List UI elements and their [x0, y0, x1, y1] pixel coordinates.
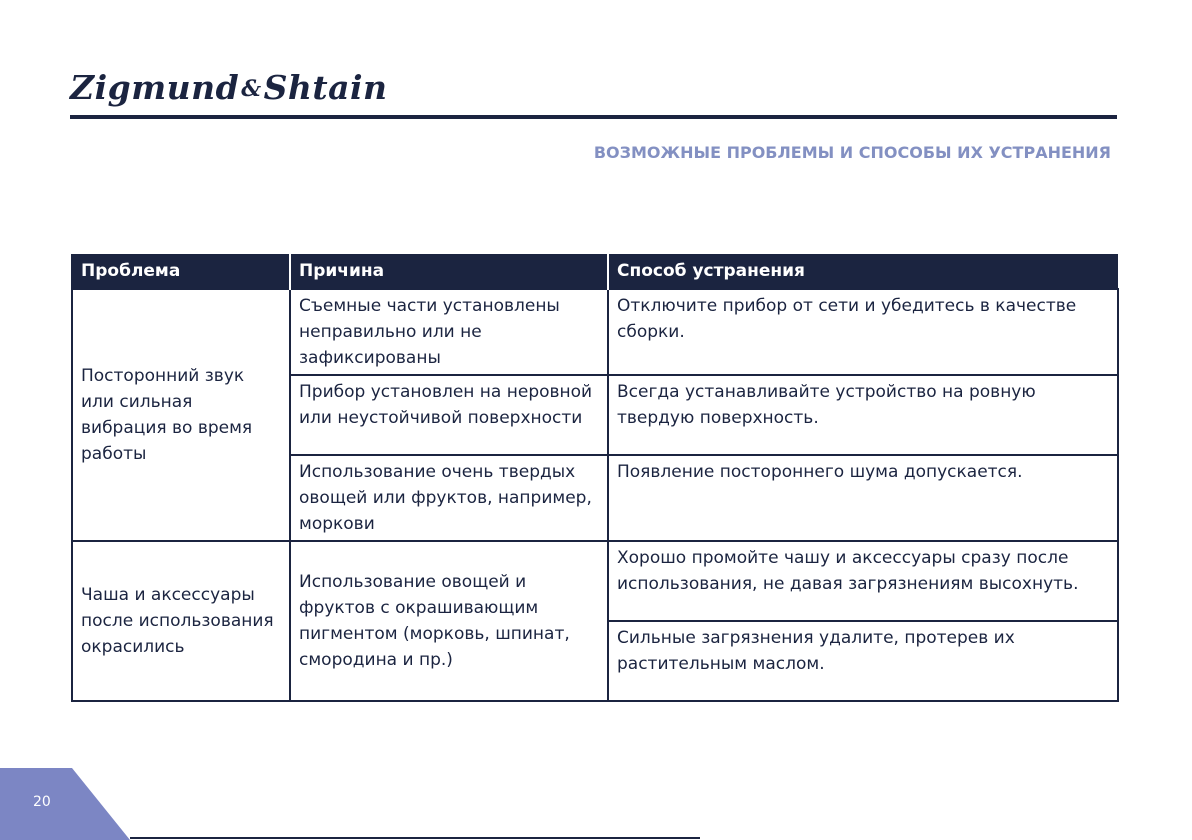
- solution-cell: Отключите прибор от сети и убедитесь в качестве сборки.: [608, 289, 1118, 375]
- table-header-row: [72, 254, 1118, 289]
- page-number: 20: [33, 794, 51, 810]
- problem-cell: Чаша и аксессуары после использования окрасились: [72, 541, 290, 701]
- brand-name-part2: Shtain: [263, 68, 388, 107]
- cause-cell: Прибор установлен на неровной или неустойчивой поверхности: [290, 375, 608, 455]
- section-title: ВОЗМОЖНЫЕ ПРОБЛЕМЫ И СПОСОБЫ ИХ УСТРАНЕНИЯ: [593, 143, 1111, 162]
- solution-cell: Появление постороннего шума допускается.: [608, 455, 1118, 541]
- solution-cell: Всегда устанавливайте устройство на ровную твердую поверхность.: [608, 375, 1118, 455]
- cause-cell: Использование очень твердых овощей или фруктов, например, моркови: [290, 455, 608, 541]
- header-divider: [70, 115, 1117, 119]
- page-corner-decoration: [0, 768, 130, 840]
- header-cause: Причина: [290, 254, 608, 289]
- solution-cell: Хорошо промойте чашу и аксессуары сразу после использования, не давая загрязнениям высохнуть.: [608, 541, 1118, 621]
- header-problem: Проблема: [72, 254, 290, 289]
- brand-name-part1: Zigmund: [70, 68, 240, 107]
- brand-logo: [70, 68, 388, 107]
- solution-cell: Сильные загрязнения удалите, протерев их растительным маслом.: [608, 621, 1118, 701]
- cause-cell: Использование овощей и фруктов с окрашивающим пигментом (морковь, шпинат, смородина и пр.): [290, 541, 608, 701]
- table-row: [72, 289, 1118, 375]
- cause-cell: Съемные части установлены неправильно или не зафиксированы: [290, 289, 608, 375]
- problem-cell: Посторонний звук или сильная вибрация во время работы: [72, 289, 290, 541]
- table-row: [72, 541, 1118, 621]
- header-solution: Способ устранения: [608, 254, 1118, 289]
- brand-ampersand: &: [241, 76, 262, 102]
- troubleshooting-table: [71, 254, 1119, 702]
- footer-line: [130, 837, 700, 839]
